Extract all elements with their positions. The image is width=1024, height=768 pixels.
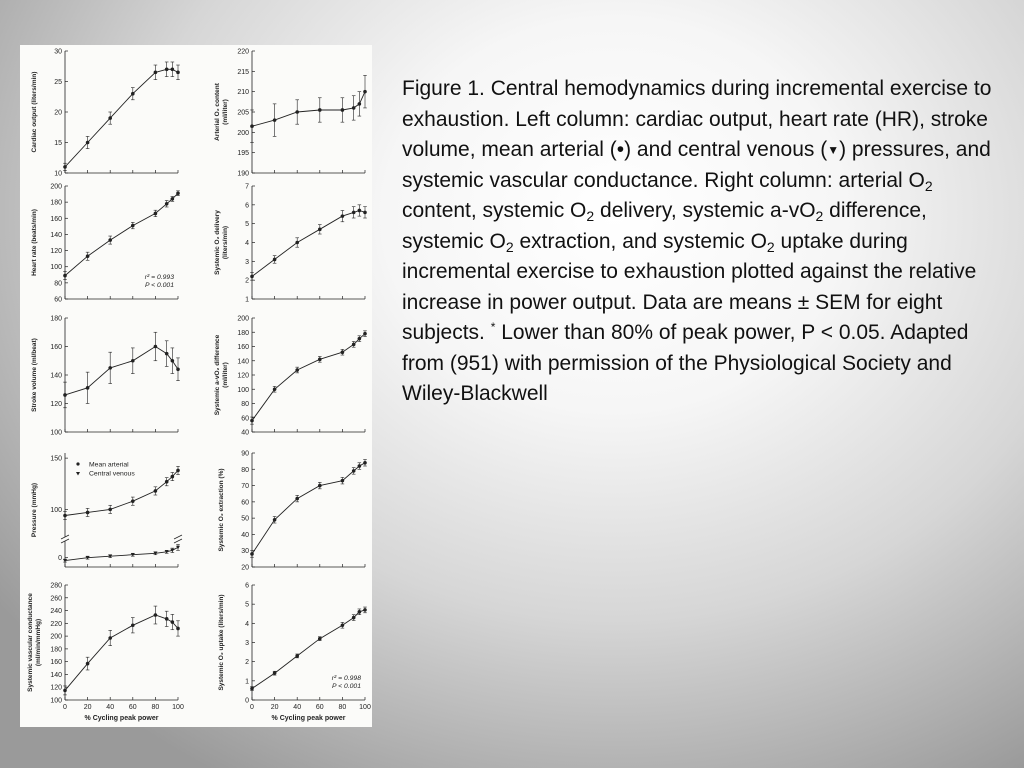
data-point <box>273 387 277 391</box>
data-point <box>165 68 169 72</box>
y-axis-label: (ml/liter) <box>222 362 229 388</box>
y-tick-label: 180 <box>50 199 62 207</box>
y-tick-label: 0 <box>245 697 249 705</box>
data-point <box>63 165 67 169</box>
y-tick-label: 100 <box>50 264 62 272</box>
series-line <box>65 347 178 395</box>
y-tick-label: 0 <box>58 555 62 563</box>
data-point <box>341 108 345 112</box>
y-tick-label: 160 <box>50 659 62 667</box>
y-tick-label: 120 <box>50 401 62 408</box>
legend-circle-marker <box>76 462 79 465</box>
data-point <box>86 511 90 515</box>
caption-text: Figure 1. Central hemodynamics during incremental exercise to exhaustion. Left column: cardiac output, heart rate (HR), stroke volume, mean arterial (•) and central venous ( <box>402 77 992 161</box>
chart-hr <box>31 184 180 304</box>
axis-break-gap <box>175 537 181 541</box>
data-point <box>154 489 158 493</box>
data-point <box>63 274 67 278</box>
data-point <box>318 637 322 641</box>
y-tick-label: 220 <box>50 620 62 628</box>
y-tick-label: 280 <box>50 582 62 590</box>
y-axis-label: Systemic O₂ extraction (%) <box>218 468 225 552</box>
y-axis-label: Arterial O₂ content <box>214 83 221 141</box>
x-tick-label: 20 <box>83 704 92 711</box>
data-point <box>154 212 158 216</box>
y-axis-label: Systemic a-vO₂ difference <box>214 334 221 416</box>
y-tick-label: 15 <box>54 140 62 147</box>
data-point <box>165 352 169 356</box>
data-point <box>352 616 356 620</box>
data-point <box>63 689 67 693</box>
y-tick-label: 180 <box>50 315 62 323</box>
y-axis-label: Heart rate (beats/min) <box>31 209 38 276</box>
y-tick-label: 100 <box>50 506 62 514</box>
y-tick-label: 160 <box>237 344 249 351</box>
data-point <box>171 359 175 363</box>
data-point <box>131 92 135 96</box>
y-tick-label: 160 <box>50 215 62 223</box>
y-tick-label: 6 <box>245 202 249 210</box>
y-tick-label: 3 <box>245 640 249 647</box>
data-point <box>165 480 169 484</box>
y-tick-label: 7 <box>245 183 249 191</box>
subscript: 2 <box>586 208 595 224</box>
caption-text: extraction, and systemic O <box>513 229 767 253</box>
data-point <box>273 518 277 522</box>
y-tick-label: 120 <box>50 684 62 692</box>
data-point <box>176 368 180 372</box>
data-point <box>171 68 175 72</box>
data-point <box>318 358 322 362</box>
y-tick-label: 260 <box>50 595 62 603</box>
data-point <box>358 610 362 614</box>
x-tick-label: 0 <box>63 704 67 711</box>
data-point <box>363 461 367 465</box>
y-tick-label: 4 <box>245 240 249 247</box>
series-line <box>65 547 178 560</box>
data-point <box>108 238 112 242</box>
chart-sv <box>31 316 180 437</box>
x-tick-label: 100 <box>359 704 371 711</box>
y-axis-label: Stroke volume (ml/beat) <box>31 338 38 412</box>
data-point <box>295 654 299 658</box>
y-tick-label: 195 <box>237 150 249 158</box>
data-point <box>318 228 322 232</box>
x-axis-label: % Cycling peak power <box>84 715 159 722</box>
y-tick-label: 20 <box>241 564 249 572</box>
data-point <box>341 479 345 483</box>
x-tick-label: 0 <box>250 704 254 711</box>
data-point <box>176 469 180 473</box>
y-tick-label: 240 <box>50 608 62 616</box>
subscript: 2 <box>766 238 775 255</box>
data-point <box>250 275 254 279</box>
y-tick-label: 160 <box>50 344 62 351</box>
y-axis-label: Pressure (mmHg) <box>31 482 38 538</box>
y-tick-label: 80 <box>241 466 249 474</box>
y-tick-label: 3 <box>245 258 249 266</box>
y-axis-label: Systemic O₂ uptake (liters/min) <box>218 594 225 691</box>
y-tick-label: 60 <box>54 296 62 304</box>
data-point <box>341 214 345 218</box>
data-point <box>250 124 254 128</box>
data-point <box>273 258 277 262</box>
y-axis-label: Systemic O₂ delivery <box>214 210 221 275</box>
figure-caption <box>402 74 992 410</box>
data-point <box>363 332 367 336</box>
x-axis-label: % Cycling peak power <box>271 715 346 722</box>
x-tick-label: 60 <box>128 704 137 711</box>
y-tick-label: 40 <box>241 531 249 539</box>
y-tick-label: 205 <box>237 109 249 117</box>
y-tick-label: 50 <box>241 515 249 523</box>
y-axis-label: (ml/min/mmHg) <box>35 618 42 667</box>
y-axis-label: (liters/min) <box>222 225 229 260</box>
data-point <box>295 110 299 114</box>
y-tick-label: 30 <box>241 548 249 556</box>
x-tick-label: 80 <box>338 704 347 711</box>
y-tick-label: 200 <box>50 633 62 641</box>
axis-break-gap <box>62 537 68 541</box>
data-point <box>358 102 362 106</box>
series-line <box>65 615 178 690</box>
y-tick-label: 150 <box>50 455 62 463</box>
data-point <box>295 497 299 501</box>
y-tick-label: 90 <box>241 450 249 458</box>
y-tick-label: 20 <box>54 109 62 117</box>
subscript: 2 <box>815 208 824 224</box>
y-axis-label: Systemic vascular conductance <box>27 593 34 692</box>
y-tick-label: 120 <box>50 248 62 256</box>
data-point <box>63 514 67 518</box>
y-tick-label: 70 <box>241 483 249 491</box>
data-point <box>131 359 135 363</box>
y-tick-label: 10 <box>54 170 62 178</box>
data-point <box>352 343 356 347</box>
series-line <box>65 193 178 275</box>
x-tick-label: 100 <box>172 704 184 711</box>
y-tick-label: 30 <box>54 48 62 56</box>
y-tick-label: 210 <box>237 89 249 97</box>
legend-label: Central venous <box>89 470 135 478</box>
data-point-triangle <box>176 546 180 549</box>
x-tick-label: 40 <box>293 704 302 711</box>
data-point <box>363 90 367 94</box>
data-point <box>341 350 345 354</box>
data-point <box>250 552 254 556</box>
series-line <box>252 463 365 554</box>
data-point <box>363 211 367 215</box>
y-tick-label: 140 <box>237 358 249 366</box>
data-point <box>341 623 345 627</box>
series-line <box>252 92 365 127</box>
y-tick-label: 25 <box>54 79 62 86</box>
data-point <box>171 475 175 479</box>
y-tick-label: 215 <box>237 68 249 76</box>
figure-charts <box>20 45 372 727</box>
data-point <box>250 419 254 423</box>
data-point <box>352 469 356 473</box>
data-point <box>318 484 322 488</box>
triangle-marker-glyph: ▼ <box>827 143 840 157</box>
data-point <box>318 108 322 112</box>
data-point <box>352 211 356 215</box>
data-point <box>154 345 158 349</box>
data-point <box>171 620 175 624</box>
y-tick-label: 40 <box>241 429 249 437</box>
y-tick-label: 140 <box>50 671 62 679</box>
y-axis-label: Cardiac output (liters/min) <box>31 71 38 153</box>
data-point <box>176 627 180 631</box>
chart-o2ex <box>218 451 367 572</box>
series-line <box>65 69 178 167</box>
y-tick-label: 2 <box>245 277 249 285</box>
y-tick-label: 5 <box>245 221 249 229</box>
chart-svc <box>27 583 184 723</box>
data-point <box>176 71 180 75</box>
y-tick-label: 2 <box>245 659 249 667</box>
x-tick-label: 40 <box>106 704 115 711</box>
y-tick-label: 180 <box>237 329 249 337</box>
x-tick-label: 60 <box>315 704 324 711</box>
y-tick-label: 200 <box>50 183 62 191</box>
data-point <box>108 508 112 512</box>
data-point <box>363 608 367 612</box>
data-point <box>108 366 112 370</box>
data-point <box>171 197 175 201</box>
chart-vo2 <box>218 583 371 723</box>
data-point <box>358 209 362 213</box>
y-tick-label: 220 <box>237 48 249 56</box>
y-tick-label: 140 <box>50 372 62 380</box>
y-tick-label: 5 <box>245 601 249 609</box>
y-tick-label: 4 <box>245 620 249 628</box>
series-line <box>252 211 365 277</box>
data-point <box>108 636 112 640</box>
chart-avo2 <box>214 316 367 437</box>
annotation-p: P < 0.001 <box>331 683 361 690</box>
data-point <box>154 613 158 617</box>
subscript: 2 <box>505 238 514 255</box>
chart-co <box>31 49 180 178</box>
y-axis-label: (ml/liter) <box>222 99 229 125</box>
y-tick-label: 1 <box>245 678 249 686</box>
data-point <box>131 623 135 627</box>
data-point <box>86 662 90 666</box>
data-point <box>131 224 135 228</box>
y-tick-label: 120 <box>237 372 249 380</box>
y-tick-label: 1 <box>245 296 249 304</box>
subscript: 2 <box>924 177 933 194</box>
data-point <box>131 499 135 503</box>
data-point <box>154 71 158 75</box>
data-point <box>358 337 362 341</box>
data-point <box>352 106 356 110</box>
data-point <box>63 393 67 397</box>
asterisk: * <box>490 320 496 334</box>
y-tick-label: 200 <box>237 129 249 137</box>
data-point <box>295 241 299 245</box>
y-tick-label: 60 <box>241 415 249 423</box>
legend-label: Mean arterial <box>89 461 129 469</box>
y-tick-label: 100 <box>50 697 62 705</box>
x-tick-label: 20 <box>270 704 279 711</box>
data-point <box>273 118 277 122</box>
y-tick-label: 200 <box>237 315 249 323</box>
data-point <box>108 116 112 120</box>
y-tick-label: 100 <box>50 429 62 437</box>
caption-text: ) pressures, and systemic vascular conductance. Right column: arterial O <box>402 138 991 192</box>
annotation-r2: r² = 0.993 <box>144 274 174 281</box>
series-line <box>252 334 365 421</box>
annotation-p: P < 0.001 <box>144 282 174 289</box>
y-tick-label: 100 <box>237 386 249 394</box>
data-point <box>165 617 169 621</box>
y-tick-label: 6 <box>245 582 249 590</box>
y-tick-label: 80 <box>241 401 249 408</box>
x-tick-label: 80 <box>151 704 160 711</box>
legend-triangle-marker <box>76 472 80 476</box>
chart-ao2 <box>214 49 367 178</box>
chart-do2 <box>214 184 367 304</box>
y-tick-label: 180 <box>50 646 62 654</box>
data-point <box>358 464 362 468</box>
data-point <box>250 687 254 691</box>
caption-text: content, systemic O <box>402 199 587 222</box>
data-point <box>295 368 299 372</box>
y-tick-label: 190 <box>237 170 249 178</box>
caption-text: difference, systemic O <box>402 199 927 253</box>
caption-text: uptake during incremental exercise to exhaustion plotted against the relative increase in power output. Data are means ± SEM for eight subjects. <box>402 229 977 344</box>
annotation-r2: r² = 0.998 <box>331 675 361 682</box>
data-point <box>86 141 90 145</box>
chart-press <box>31 453 182 567</box>
y-tick-label: 60 <box>241 499 249 507</box>
y-tick-label: 140 <box>50 231 62 239</box>
data-point <box>86 254 90 258</box>
data-point <box>165 202 169 206</box>
y-tick-label: 80 <box>54 280 62 288</box>
data-point <box>273 671 277 675</box>
caption-text: delivery, systemic a-vO <box>594 199 816 222</box>
figure-panel <box>20 45 372 727</box>
data-point <box>176 191 180 195</box>
data-point <box>86 386 90 390</box>
caption-text: Lower than 80% of peak power, P < 0.05. Adapted from (951) with permission of the Physiological Society and Wiley-Blackwell <box>402 321 969 405</box>
